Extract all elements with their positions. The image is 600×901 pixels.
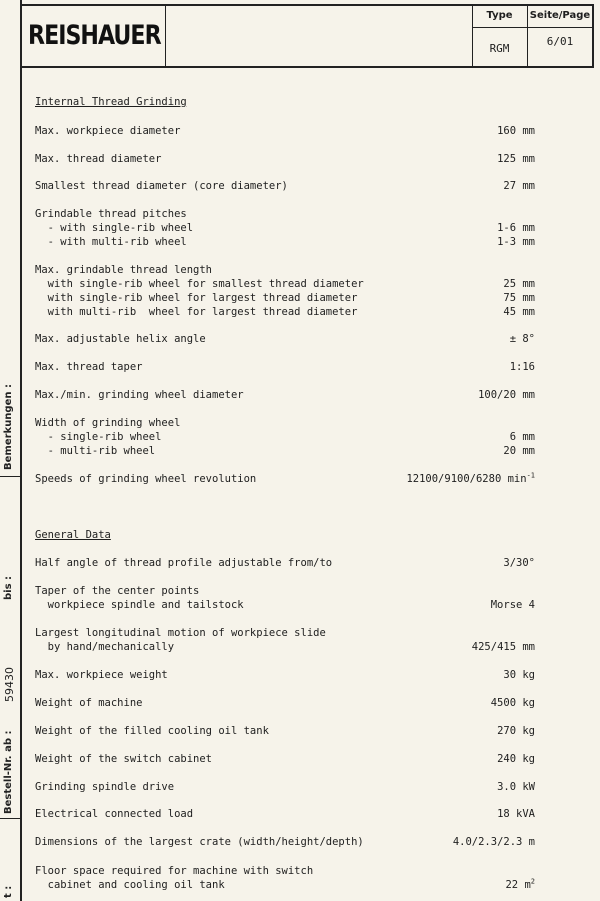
spec-value [497,235,535,249]
section-title: Internal Thread Grinding [35,96,187,108]
spec-label: Dimensions of the largest crate (width/height/depth) [35,836,364,848]
spec-line [35,878,535,892]
spec-value [497,221,535,235]
page-value: 6/01 [546,35,574,48]
spec-label: Weight of machine [35,697,143,709]
spec-label: Speeds of grinding wheel revolution [35,473,257,485]
spec-label: with multi-rib wheel for largest thread diameter [35,306,358,318]
spec-line [35,472,535,486]
type-value: RGM [489,42,510,55]
spec-label: Weight of the filled cooling oil tank [35,725,269,737]
spec-value [510,332,535,346]
spec-value [491,598,535,612]
spec-label: Grindable thread pitches [35,208,187,220]
remarks-label: Bemerkungen : [3,384,14,470]
spec-label: by hand/mechanically [35,641,175,653]
spec-item [35,780,535,794]
spec-item [35,332,535,346]
spec-line [35,864,535,878]
spec-label: Max. adjustable helix angle [35,333,206,345]
spec-value [453,835,535,849]
reishauer-logo: REISHAUER [28,20,161,51]
spec-line [35,752,535,766]
spec-value [406,472,535,486]
spec-value-text: 3.0 kW [497,781,535,793]
spec-label: - with multi-rib wheel [35,236,187,248]
spec-item [35,416,535,458]
spec-line [35,360,535,374]
page-label: Seite/Page [529,10,591,21]
spec-value-text: 22 m [505,879,531,891]
spec-value-exponent: -1 [526,471,535,480]
spec-value-text: 270 kg [497,725,535,737]
spec-value-text: 12100/9100/6280 min [406,473,527,485]
spec-label: - multi-rib wheel [35,445,156,457]
spec-value [497,724,535,738]
spec-label: - with single-rib wheel [35,222,194,234]
spec-label: Weight of the switch cabinet [35,753,213,765]
spec-value [503,556,535,570]
spec-label: workpiece spindle and tailstock [35,599,244,611]
spec-value-text: 6 mm [509,431,535,443]
spec-line [35,444,535,458]
spec-value [510,360,535,374]
margin-border [20,0,22,901]
spec-value-text: 18 kVA [497,808,535,820]
spec-label: - single-rib wheel [35,431,162,443]
spec-label: Max. grindable thread length [35,264,213,276]
spec-value [478,388,535,402]
spec-item [35,263,535,319]
spec-label: Electrical connected load [35,808,194,820]
spec-item [35,124,535,138]
spec-line [35,179,535,193]
spec-item [35,696,535,710]
spec-value-text: 125 mm [497,153,535,165]
spec-label: Half angle of thread profile adjustable from/to [35,557,333,569]
spec-item [35,556,535,570]
spec-value-text: 45 mm [503,306,535,318]
spec-value-text: 1:16 [509,361,535,373]
spec-value-text: ± 8° [509,333,535,345]
spec-item [35,835,535,849]
spec-value [497,124,535,138]
spec-label: Grinding spindle drive [35,781,175,793]
spec-label: Max. workpiece diameter [35,125,181,137]
type-label: Type [486,10,513,21]
spec-line [35,291,535,305]
spec-value-text: 3/30° [503,557,535,569]
spec-label: cabinet and cooling oil tank [35,879,225,891]
spec-value [472,640,535,654]
spec-value [497,780,535,794]
spec-line [35,668,535,682]
spec-value-text: 160 mm [497,125,535,137]
margin-bottom-label: t : [3,885,14,898]
spec-line [35,263,535,277]
spec-line [35,780,535,794]
margin-divider [0,476,20,477]
spec-line [35,430,535,444]
spec-value [497,752,535,766]
spec-line [35,277,535,291]
spec-label: Max./min. grinding wheel diameter [35,389,244,401]
spec-line [35,124,535,138]
spec-item [35,807,535,821]
spec-line [35,584,535,598]
spec-line [35,626,535,640]
spec-label: Max. thread diameter [35,153,162,165]
spec-value-text: 4500 kg [490,697,535,709]
order-number-value: 59430 [3,667,16,702]
spec-line [35,696,535,710]
spec-line [35,305,535,319]
spec-value [510,430,535,444]
spec-item [35,668,535,682]
spec-line [35,807,535,821]
margin-divider [0,818,20,819]
spec-line [35,388,535,402]
spec-item [35,864,535,892]
spec-label: with single-rib wheel for smallest thread diameter [35,278,364,290]
spec-value [491,696,535,710]
spec-value-text: 4.0/2.3/2.3 m [452,836,535,848]
spec-label: Taper of the center points [35,585,200,597]
spec-line [35,640,535,654]
spec-value-text: 1-6 mm [497,222,535,234]
spec-line [35,556,535,570]
spec-label: with single-rib wheel for largest thread diameter [35,292,358,304]
spec-label: Max. thread taper [35,361,143,373]
spec-value [503,277,535,291]
spec-item [35,152,535,166]
spec-value [503,444,535,458]
spec-item [35,388,535,402]
spec-value-text: Morse 4 [490,599,535,611]
spec-value-text: 25 mm [503,278,535,290]
spec-label: Largest longitudinal motion of workpiece slide [35,627,326,639]
spec-line [35,235,535,249]
spec-item [35,179,535,193]
spec-value-text: 75 mm [503,292,535,304]
spec-value-text: 30 kg [503,669,535,681]
spec-item [35,752,535,766]
header-divider [165,6,166,66]
spec-label: Max. workpiece weight [35,669,168,681]
spec-item [35,626,535,654]
spec-item [35,584,535,612]
spec-line [35,332,535,346]
spec-value [503,668,535,682]
spec-value-text: 27 mm [503,180,535,192]
spec-line [35,598,535,612]
spec-value [505,878,535,892]
spec-value-text: 425/415 mm [471,641,535,653]
spec-line [35,724,535,738]
spec-item [35,724,535,738]
spec-line [35,416,535,430]
until-label: bis : [3,575,14,600]
spec-label: Floor space required for machine with switch [35,865,314,877]
spec-line [35,221,535,235]
spec-value [503,179,535,193]
spec-line [35,207,535,221]
spec-value-text: 100/20 mm [478,389,535,401]
spec-label: Smallest thread diameter (core diameter) [35,180,288,192]
spec-value-text: 1-3 mm [497,236,535,248]
spec-item [35,360,535,374]
spec-value-exponent: 2 [530,877,535,886]
section-title: General Data [35,529,111,541]
spec-value-text: 20 mm [503,445,535,457]
spec-item [35,472,535,486]
spec-value [503,291,535,305]
spec-item [35,207,535,249]
spec-value [497,152,535,166]
header [20,4,594,68]
header-rule [472,27,592,28]
spec-line [35,835,535,849]
spec-label: Width of grinding wheel [35,417,181,429]
order-number-label: Bestell-Nr. ab : [3,730,14,814]
spec-value [497,807,535,821]
spec-value-text: 240 kg [497,753,535,765]
spec-line [35,152,535,166]
spec-value [503,305,535,319]
